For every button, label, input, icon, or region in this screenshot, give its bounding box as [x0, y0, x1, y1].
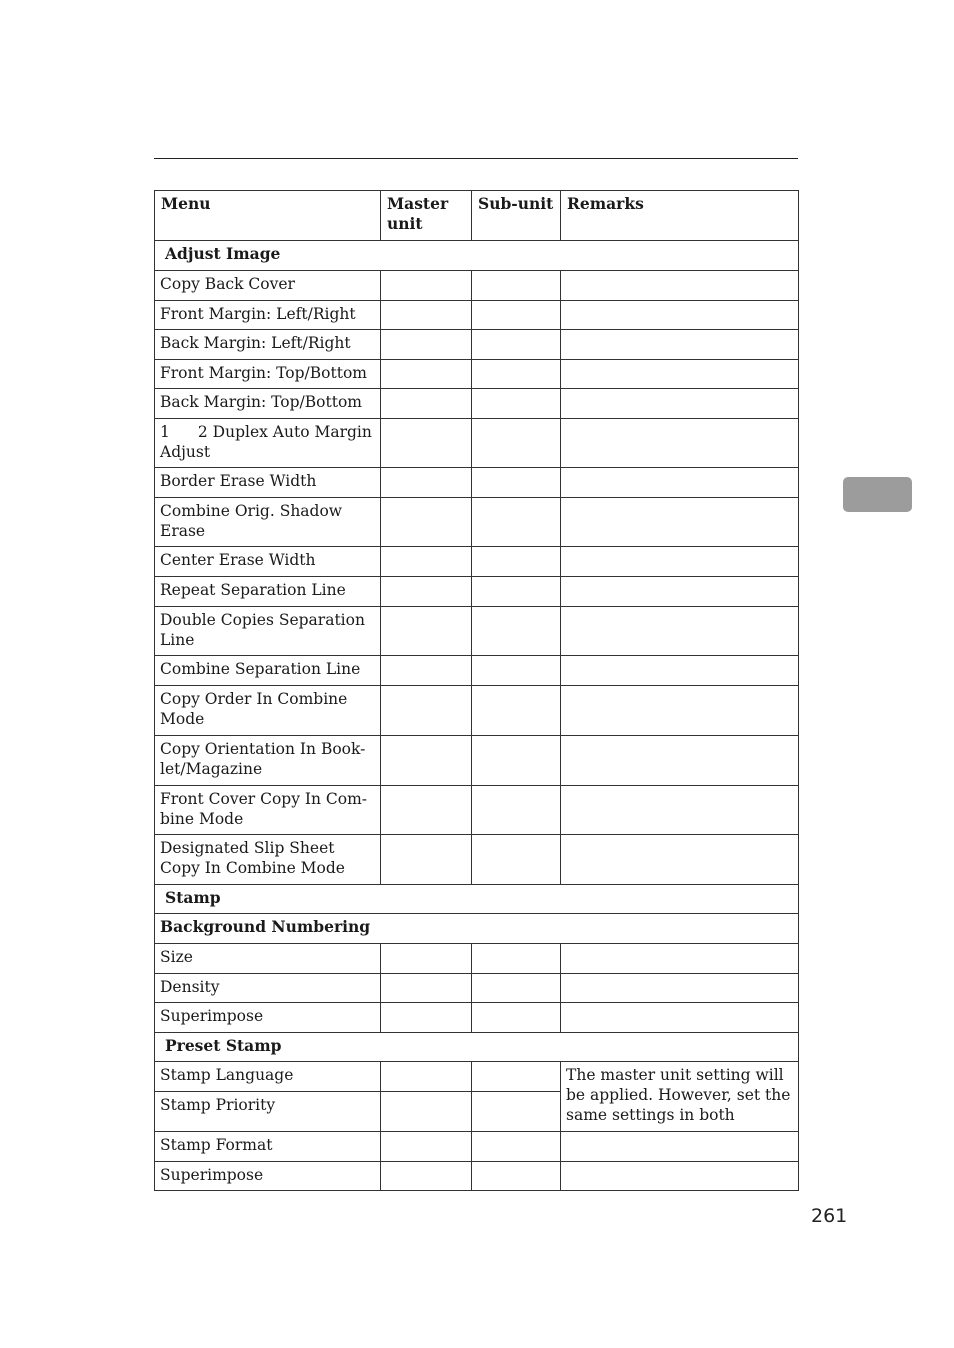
sub-cell — [472, 1003, 561, 1033]
header-sub-unit: Sub-unit — [472, 191, 561, 241]
master-cell — [381, 389, 472, 419]
master-cell — [381, 468, 472, 498]
section-row — [155, 241, 799, 271]
remarks-cell — [561, 360, 799, 389]
page-number: 261 — [811, 1205, 848, 1227]
remarks-cell — [561, 330, 799, 360]
sub-cell — [472, 686, 561, 736]
master-cell — [381, 1003, 472, 1033]
master-cell — [381, 656, 472, 686]
menu-item: Size — [155, 944, 381, 974]
menu-item: Copy Back Cover — [155, 271, 381, 301]
sub-cell — [472, 736, 561, 786]
table-row — [155, 736, 799, 786]
sub-cell — [472, 360, 561, 389]
sub-cell — [472, 786, 561, 835]
master-cell — [381, 547, 472, 577]
section-background-numbering: Background Numbering — [155, 914, 799, 944]
header-rule — [154, 158, 798, 159]
section-stamp: Stamp — [155, 885, 799, 914]
master-cell — [381, 1062, 472, 1092]
remarks-cell — [561, 468, 799, 498]
remarks-cell — [561, 1003, 799, 1033]
menu-item: Back Margin: Top/Bottom — [155, 389, 381, 419]
master-cell — [381, 835, 472, 885]
sub-cell — [472, 498, 561, 547]
table-row — [155, 607, 799, 656]
table-row — [155, 835, 799, 885]
sub-cell — [472, 330, 561, 360]
header-remarks: Remarks — [561, 191, 799, 241]
table-row — [155, 686, 799, 736]
master-cell — [381, 419, 472, 468]
duplex-number: 1 — [160, 423, 170, 441]
menu-item: Double Copies Separation Line — [155, 607, 381, 656]
section-row — [155, 914, 799, 944]
table-row — [155, 786, 799, 835]
table-row — [155, 1003, 799, 1033]
table-row — [155, 360, 799, 389]
menu-item: Density — [155, 974, 381, 1003]
table-row — [155, 389, 799, 419]
menu-item: Copy Orientation In Book-let/Magazine — [155, 736, 381, 786]
master-cell — [381, 1092, 472, 1132]
table-row — [155, 974, 799, 1003]
table-row — [155, 1132, 799, 1162]
master-cell — [381, 498, 472, 547]
duplex-label: 2 Duplex Auto Margin Adjust — [160, 423, 372, 461]
table-row — [155, 271, 799, 301]
master-cell — [381, 607, 472, 656]
menu-item: Border Erase Width — [155, 468, 381, 498]
section-adjust-image: Adjust Image — [155, 241, 799, 271]
remarks-cell — [561, 607, 799, 656]
menu-item: Combine Orig. Shadow Erase — [155, 498, 381, 547]
menu-item: Combine Separation Line — [155, 656, 381, 686]
remarks-cell — [561, 547, 799, 577]
table-row — [155, 1062, 799, 1092]
sub-cell — [472, 607, 561, 656]
menu-item: Designated Slip Sheet Copy In Combine Mode — [155, 835, 381, 885]
menu-item: Superimpose — [155, 1162, 381, 1191]
table-row — [155, 656, 799, 686]
master-cell — [381, 271, 472, 301]
master-cell — [381, 1132, 472, 1162]
table-header-row — [155, 191, 799, 241]
remarks-cell — [561, 944, 799, 974]
menu-item: Stamp Priority — [155, 1092, 381, 1132]
sub-cell — [472, 577, 561, 607]
remarks-cell — [561, 301, 799, 330]
menu-item: Copy Order In Combine Mode — [155, 686, 381, 736]
menu-item: Center Erase Width — [155, 547, 381, 577]
sub-cell — [472, 419, 561, 468]
master-cell — [381, 1162, 472, 1191]
sub-cell — [472, 1092, 561, 1132]
master-cell — [381, 686, 472, 736]
header-master-unit: Master unit — [381, 191, 472, 241]
remarks-cell — [561, 271, 799, 301]
master-cell — [381, 330, 472, 360]
settings-table — [154, 190, 799, 1191]
table-row — [155, 468, 799, 498]
chapter-tab — [843, 477, 912, 512]
master-cell — [381, 301, 472, 330]
table-row — [155, 547, 799, 577]
table-row — [155, 944, 799, 974]
menu-item: Stamp Language — [155, 1062, 381, 1092]
sub-cell — [472, 389, 561, 419]
sub-cell — [472, 974, 561, 1003]
master-cell — [381, 577, 472, 607]
remarks-cell — [561, 498, 799, 547]
master-cell — [381, 786, 472, 835]
remarks-cell — [561, 1132, 799, 1162]
master-cell — [381, 974, 472, 1003]
menu-item: Front Cover Copy In Com-bine Mode — [155, 786, 381, 835]
table-row — [155, 1162, 799, 1191]
sub-cell — [472, 944, 561, 974]
menu-item: Repeat Separation Line — [155, 577, 381, 607]
remarks-cell — [561, 656, 799, 686]
remarks-note: The master unit setting will be applied. However, set the same settings in both — [561, 1062, 799, 1132]
remarks-cell — [561, 736, 799, 786]
section-row — [155, 1033, 799, 1062]
remarks-cell — [561, 686, 799, 736]
sub-cell — [472, 468, 561, 498]
menu-item: Stamp Format — [155, 1132, 381, 1162]
table-row — [155, 330, 799, 360]
section-preset-stamp: Preset Stamp — [155, 1033, 799, 1062]
sub-cell — [472, 1162, 561, 1191]
master-cell — [381, 944, 472, 974]
sub-cell — [472, 1132, 561, 1162]
remarks-cell — [561, 419, 799, 468]
table-row — [155, 498, 799, 547]
menu-item: Back Margin: Left/Right — [155, 330, 381, 360]
sub-cell — [472, 271, 561, 301]
menu-item: Front Margin: Left/Right — [155, 301, 381, 330]
remarks-cell — [561, 786, 799, 835]
table-row — [155, 301, 799, 330]
remarks-cell — [561, 835, 799, 885]
table-row — [155, 577, 799, 607]
sub-cell — [472, 656, 561, 686]
remarks-cell — [561, 577, 799, 607]
menu-item: Front Margin: Top/Bottom — [155, 360, 381, 389]
sub-cell — [472, 1062, 561, 1092]
table-row — [155, 419, 799, 468]
header-menu: Menu — [155, 191, 381, 241]
remarks-cell — [561, 974, 799, 1003]
remarks-cell — [561, 1162, 799, 1191]
sub-cell — [472, 835, 561, 885]
sub-cell — [472, 547, 561, 577]
master-cell — [381, 360, 472, 389]
sub-cell — [472, 301, 561, 330]
master-cell — [381, 736, 472, 786]
section-row — [155, 885, 799, 914]
menu-item — [155, 419, 381, 468]
remarks-cell — [561, 389, 799, 419]
menu-item: Superimpose — [155, 1003, 381, 1033]
